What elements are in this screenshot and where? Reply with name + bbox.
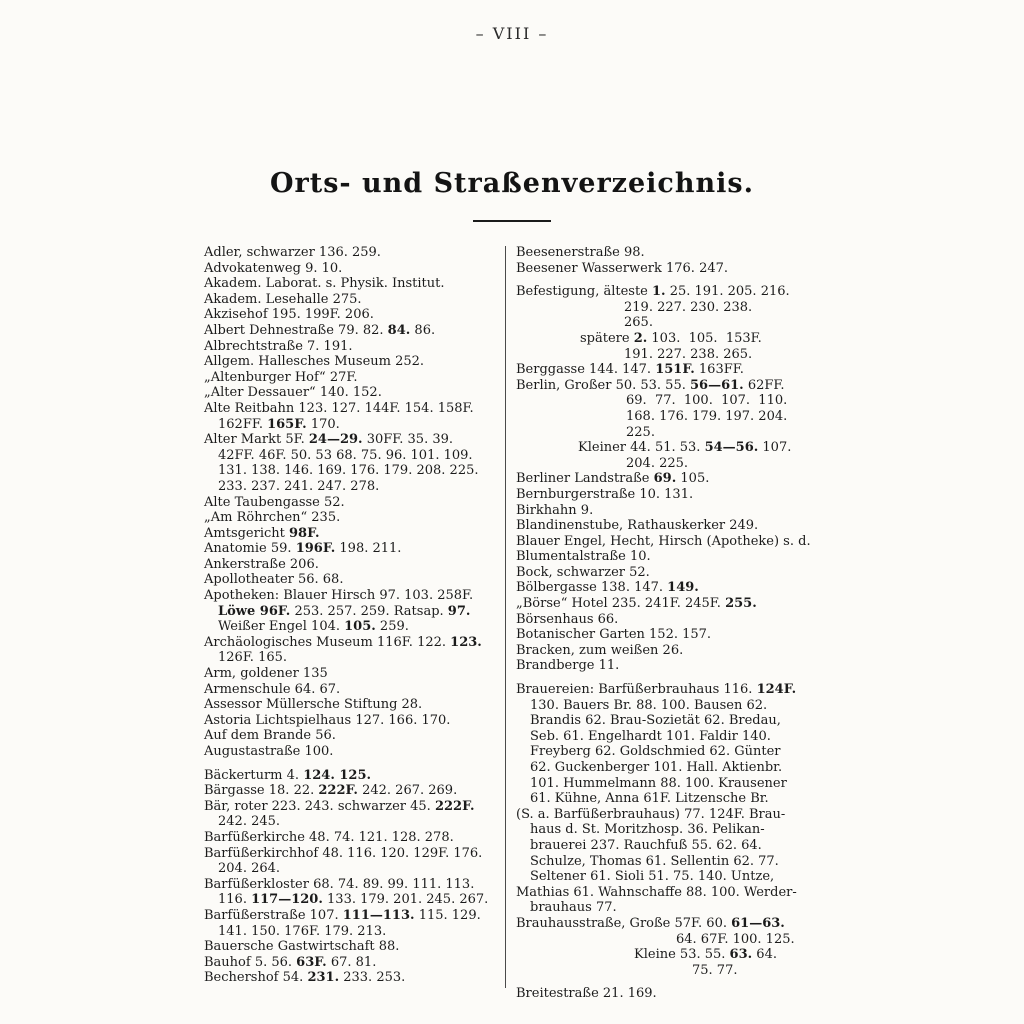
index-line <box>204 572 500 588</box>
index-line <box>204 846 500 862</box>
index-text-segment: Ankerstraße 206. <box>204 556 319 572</box>
index-text-segment: 67. 81. <box>326 954 377 970</box>
index-text-segment: 54—56. <box>704 440 759 456</box>
index-text-segment: Mathias 61. Wahnschaffe 88. 100. Werder- <box>516 884 797 900</box>
index-text-segment: 168. 176. 179. 197. 204. <box>626 408 788 424</box>
index-line <box>516 760 850 776</box>
index-text-segment: Barfüßerstraße 107. <box>204 907 343 923</box>
index-text-segment: „Börse“ Hotel 235. 241F. 245F. <box>516 596 726 612</box>
index-text-segment: 170. <box>306 416 340 432</box>
index-text-segment: 69. 77. 100. 107. 110. <box>626 393 788 409</box>
index-line <box>204 307 500 323</box>
index-line <box>516 549 850 565</box>
index-text-segment: Brandberge 11. <box>516 658 620 674</box>
index-text-segment: 1. <box>652 284 666 300</box>
index-text-segment: 115. 129. <box>414 907 481 923</box>
index-text-segment: 222F. <box>434 798 475 814</box>
index-text-segment: 24—29. <box>308 432 363 448</box>
index-text-segment: Brauhausstraße, Große 57F. 60. <box>516 915 732 931</box>
index-line <box>516 947 850 963</box>
index-line <box>204 463 500 479</box>
index-text-segment: Amtsgericht <box>204 525 290 541</box>
index-line <box>204 495 500 511</box>
index-line <box>204 768 500 784</box>
index-text-segment: 2. <box>633 330 648 346</box>
index-text-segment: Akzisehof 195. 199F. 206. <box>204 307 374 323</box>
index-line <box>516 378 850 394</box>
index-text-segment: 124F. <box>756 682 797 698</box>
index-text-segment: 86. <box>410 322 436 338</box>
index-line <box>204 682 500 698</box>
index-text-segment: Apotheken: Blauer Hirsch 97. 103. 258F. <box>204 588 474 604</box>
index-line <box>516 643 850 659</box>
index-line <box>204 783 500 799</box>
index-text-segment: 62. Guckenberger 101. Hall. Aktienbr. <box>530 760 783 775</box>
index-text-segment: 255. <box>725 596 757 612</box>
index-text-segment: Barfüßerkirche 48. 74. 121. 128. 278. <box>204 829 454 845</box>
index-line <box>204 557 500 573</box>
index-text-segment: 222F. <box>318 783 358 799</box>
index-text-segment: Alter Markt 5F. <box>204 432 309 448</box>
index-line <box>204 861 500 877</box>
index-text-segment: 253. 257. 259. Ratsap. <box>290 603 448 619</box>
index-line <box>516 838 850 854</box>
index-text-segment: Befestigung, älteste <box>516 284 653 300</box>
index-line <box>204 892 500 908</box>
index-text-segment: Barfüßerkloster 68. 74. 89. 99. 111. 113. <box>204 876 475 892</box>
index-line <box>516 440 850 456</box>
index-line <box>516 503 850 519</box>
index-text-segment: 141. 150. 176F. 179. 213. <box>218 923 387 939</box>
index-line <box>516 822 850 838</box>
index-line <box>516 347 850 363</box>
index-text-segment: 103. 105. 153F. <box>647 330 762 346</box>
index-line <box>204 432 500 448</box>
index-line <box>204 541 500 557</box>
index-text-segment: 42FF. 46F. 50. 53 68. 75. 96. 101. 109. <box>218 447 473 463</box>
index-line <box>204 354 500 370</box>
index-text-segment: 233. 237. 241. 247. 278. <box>218 478 380 494</box>
index-text-segment: Bär, roter 223. 243. schwarzer 45. <box>204 798 435 814</box>
index-text-segment: 98F. <box>289 525 320 541</box>
index-line <box>516 729 850 745</box>
index-text-segment: Alte Reitbahn 123. 127. 144F. 154. 158F. <box>204 400 474 416</box>
index-text-segment: 69. <box>653 471 677 487</box>
index-line <box>204 448 500 464</box>
index-text-segment: Bauersche Gastwirtschaft 88. <box>204 939 400 955</box>
index-text-segment: 149. <box>667 580 699 596</box>
index-line <box>516 245 850 261</box>
index-text-segment: 198. 211. <box>335 541 402 557</box>
index-line <box>204 292 500 308</box>
index-line <box>204 339 500 355</box>
index-text-segment: 64. <box>752 947 777 963</box>
index-line <box>516 409 850 425</box>
index-text-segment: 117—120. <box>251 892 323 908</box>
index-text-segment: 101. Hummelmann 88. 100. Krausener <box>530 775 787 791</box>
index-text-segment: Advokatenweg 9. 10. <box>204 260 343 276</box>
index-text-segment: „Alter Dessauer“ 140. 152. <box>204 385 382 401</box>
index-text-segment: Arm, goldener 135 <box>204 666 328 682</box>
index-line <box>204 370 500 386</box>
index-text-segment: 242. 267. 269. <box>357 783 458 799</box>
index-line <box>516 315 850 331</box>
index-text-segment: 231. <box>307 970 340 986</box>
index-line <box>204 830 500 846</box>
index-line <box>516 713 850 729</box>
index-line <box>516 596 850 612</box>
index-text-segment: 64. 67F. 100. 125. <box>676 931 795 947</box>
index-line <box>516 393 850 409</box>
index-text-segment: Augustastraße 100. <box>204 744 334 759</box>
index-line <box>516 580 850 596</box>
index-text-segment: Brauereien: Barfüßerbrauhaus 116. <box>516 682 757 698</box>
index-text-segment: Freyberg 62. Goldschmied 62. Günter <box>530 744 781 760</box>
index-text-segment: 126F. 165. <box>218 650 288 666</box>
index-text-segment: 62FF. <box>743 377 785 393</box>
index-right-column <box>516 245 850 1002</box>
index-text-segment: 56—61. <box>689 377 744 393</box>
index-text-segment: Blandinenstube, Rathauskerker 249. <box>516 518 759 534</box>
index-text-segment: brauhaus 77. <box>530 900 617 916</box>
index-text-segment: 130. Bauers Br. 88. 100. Bausen 62. <box>530 697 768 713</box>
index-text-segment: Beesener Wasserwerk 176. 247. <box>516 260 729 276</box>
index-text-segment: Albrechtstraße 7. 191. <box>204 338 353 354</box>
index-line <box>204 479 500 495</box>
index-text-segment: (S. a. Barfüßerbrauhaus) 77. 124F. Brau- <box>516 806 786 822</box>
index-text-segment: spätere <box>580 330 634 346</box>
index-line <box>516 518 850 534</box>
index-line <box>204 635 500 651</box>
index-line <box>516 869 850 885</box>
index-text-segment: 111—113. <box>342 907 415 923</box>
index-text-segment: 25. 191. 205. 216. <box>665 284 790 300</box>
index-line <box>204 526 500 542</box>
index-line <box>204 323 500 339</box>
index-text-segment: Anatomie 59. <box>204 541 296 557</box>
index-text-segment: Blauer Engel, Hecht, Hirsch (Apotheke) s. d. <box>516 533 811 549</box>
index-line <box>516 456 850 472</box>
index-text-segment: Albert Dehnestraße 79. 82. <box>204 322 388 338</box>
index-text-segment: 105. <box>676 471 710 487</box>
index-line <box>516 471 850 487</box>
index-line <box>204 799 500 815</box>
index-text-segment: 151F. <box>655 362 695 378</box>
index-text-segment: Börsenhaus 66. <box>516 611 619 627</box>
index-line <box>516 776 850 792</box>
index-text-segment: Apollotheater 56. 68. <box>204 572 344 588</box>
index-text-segment: Akadem. Laborat. s. Physik. Institut. <box>204 276 445 292</box>
index-text-segment: Weißer Engel 104. <box>218 619 345 635</box>
index-text-segment: Bärgasse 18. 22. <box>204 783 319 799</box>
index-line <box>516 963 850 979</box>
index-text-segment: Seb. 61. Engelhardt 101. Faldir 140. <box>530 728 771 744</box>
index-text-segment: Bernburgerstraße 10. 131. <box>516 486 694 502</box>
index-text-segment: 116. <box>218 892 252 908</box>
index-line <box>516 791 850 807</box>
index-line <box>516 900 850 916</box>
index-line <box>204 744 500 760</box>
index-line <box>516 425 850 441</box>
index-line <box>204 245 500 261</box>
index-line <box>516 487 850 503</box>
index-text-segment: Archäologisches Museum 116F. 122. <box>204 634 451 650</box>
index-text-segment: Kleine 53. 55. <box>634 947 730 963</box>
index-line <box>516 658 850 674</box>
index-text-segment: Bracken, zum weißen 26. <box>516 642 684 658</box>
index-line <box>204 924 500 940</box>
index-text-segment: 265. <box>624 315 653 331</box>
index-text-segment: Akadem. Lesehalle 275. <box>204 291 362 307</box>
index-text-segment: brauerei 237. Rauchfuß 55. 62. 64. <box>530 837 762 853</box>
index-text-segment: „Am Röhrchen“ 235. <box>204 510 341 526</box>
index-text-segment: 196F. <box>295 541 336 557</box>
index-line <box>204 276 500 292</box>
index-text-segment: 131. 138. 146. 169. 176. 179. 208. 225. <box>218 463 479 479</box>
index-line <box>204 261 500 277</box>
index-line <box>516 932 850 948</box>
index-text-segment: 259. <box>375 619 409 635</box>
index-text-segment: 61—63. <box>731 915 785 931</box>
index-text-segment: 30FF. 35. 39. <box>362 432 454 448</box>
index-text-segment: Berlin, Großer 50. 53. 55. <box>516 377 690 393</box>
index-line <box>516 331 850 347</box>
index-text-segment: 63F. <box>296 954 327 970</box>
index-line <box>204 970 500 986</box>
index-line <box>516 612 850 628</box>
index-text-segment: Bock, schwarzer 52. <box>516 564 650 580</box>
index-line <box>204 939 500 955</box>
index-text-segment: Bechershof 54. <box>204 970 308 986</box>
index-text-segment: Blumentalstraße 10. <box>516 549 651 565</box>
index-text-segment: Botanischer Garten 152. 157. <box>516 627 712 643</box>
index-left-column <box>204 245 500 986</box>
index-line <box>204 401 500 417</box>
index-line <box>204 510 500 526</box>
index-line <box>516 534 850 550</box>
index-line <box>204 814 500 830</box>
index-text-segment: 242. 245. <box>218 814 281 830</box>
index-line <box>516 916 850 932</box>
index-line <box>516 744 850 760</box>
index-text-segment: Birkhahn 9. <box>516 502 594 518</box>
index-text-segment: Schulze, Thomas 61. Sellentin 62. 77. <box>530 853 779 869</box>
index-text-segment: 105. <box>344 619 376 635</box>
index-text-segment: 204. 225. <box>626 455 689 471</box>
index-text-segment: 225. <box>626 424 655 440</box>
index-text-segment: Bäckerturm 4. <box>204 767 304 783</box>
index-line <box>516 986 850 1002</box>
index-text-segment: haus d. St. Moritzhosp. 36. Pelikan- <box>530 822 765 838</box>
index-text-segment: Adler, schwarzer 136. 259. <box>204 245 381 260</box>
index-text-segment: Barfüßerkirchhof 48. 116. 120. 129F. 176. <box>204 845 483 861</box>
index-text-segment: 84. <box>387 322 411 338</box>
index-text-segment: Seltener 61. Sioli 51. 75. 140. Untze, <box>530 869 775 885</box>
column-divider <box>505 246 506 988</box>
index-line <box>516 885 850 901</box>
index-line <box>204 728 500 744</box>
index-line <box>516 284 850 300</box>
index-line <box>516 627 850 643</box>
index-line <box>204 619 500 635</box>
index-text-segment: 61. Kühne, Anna 61F. Litzensche Br. <box>530 791 769 807</box>
index-line <box>516 261 850 277</box>
page-number: – VIII – <box>475 24 549 43</box>
index-line <box>204 713 500 729</box>
index-text-segment: 191. 227. 238. 265. <box>624 346 753 362</box>
index-text-segment: 123. <box>450 634 482 650</box>
title-rule <box>473 220 551 222</box>
index-line <box>204 697 500 713</box>
index-text-segment: 165F. <box>267 416 307 432</box>
index-line <box>204 877 500 893</box>
index-text-segment: Berliner Landstraße <box>516 471 654 487</box>
index-text-segment: Beesenerstraße 98. <box>516 245 645 260</box>
index-text-segment: 63. <box>729 947 753 963</box>
index-text-segment: 204. 264. <box>218 861 281 877</box>
index-text-segment: 75. 77. <box>692 962 738 978</box>
index-text-segment: 97. <box>447 603 471 619</box>
page-title: Orts- und Straßenverzeichnis. <box>270 168 754 199</box>
index-line <box>516 362 850 378</box>
index-text-segment: 133. 179. 201. 245. 267. <box>322 892 489 908</box>
index-line <box>204 955 500 971</box>
index-line <box>204 385 500 401</box>
index-text-segment: Allgem. Hallesches Museum 252. <box>204 354 425 370</box>
index-text-segment: „Altenburger Hof“ 27F. <box>204 369 358 385</box>
index-text-segment: 162FF. <box>218 416 268 432</box>
index-text-segment: Assessor Müllersche Stiftung 28. <box>204 697 423 713</box>
index-line <box>204 604 500 620</box>
index-line <box>516 698 850 714</box>
index-line <box>516 854 850 870</box>
index-text-segment: Brandis 62. Brau-Sozietät 62. Bredau, <box>530 713 781 729</box>
index-text-segment: Bölbergasse 138. 147. <box>516 580 668 596</box>
index-line <box>204 908 500 924</box>
index-text-segment: 163FF. <box>694 362 744 378</box>
index-line <box>204 417 500 433</box>
index-text-segment: Armenschule 64. 67. <box>204 681 341 697</box>
index-text-segment: Astoria Lichtspielhaus 127. 166. 170. <box>204 712 451 728</box>
index-text-segment: Alte Taubengasse 52. <box>204 494 345 510</box>
index-text-segment: 219. 227. 230. 238. <box>624 299 753 315</box>
index-line <box>204 650 500 666</box>
index-line <box>204 666 500 682</box>
index-text-segment: Kleiner 44. 51. 53. <box>578 440 705 456</box>
index-text-segment: Berggasse 144. 147. <box>516 362 656 378</box>
index-line <box>516 565 850 581</box>
index-text-segment: Breitestraße 21. 169. <box>516 986 657 1002</box>
index-text-segment: Bauhof 5. 56. <box>204 954 297 970</box>
index-line <box>516 682 850 698</box>
index-line <box>516 807 850 823</box>
index-line <box>204 588 500 604</box>
index-line <box>516 300 850 316</box>
index-text-segment: Auf dem Brande 56. <box>204 728 336 744</box>
index-text-segment: 107. <box>758 440 792 456</box>
index-text-segment: 124. 125. <box>303 767 372 783</box>
index-text-segment: 233. 253. <box>339 970 406 986</box>
index-text-segment: Löwe 96F. <box>218 603 291 619</box>
